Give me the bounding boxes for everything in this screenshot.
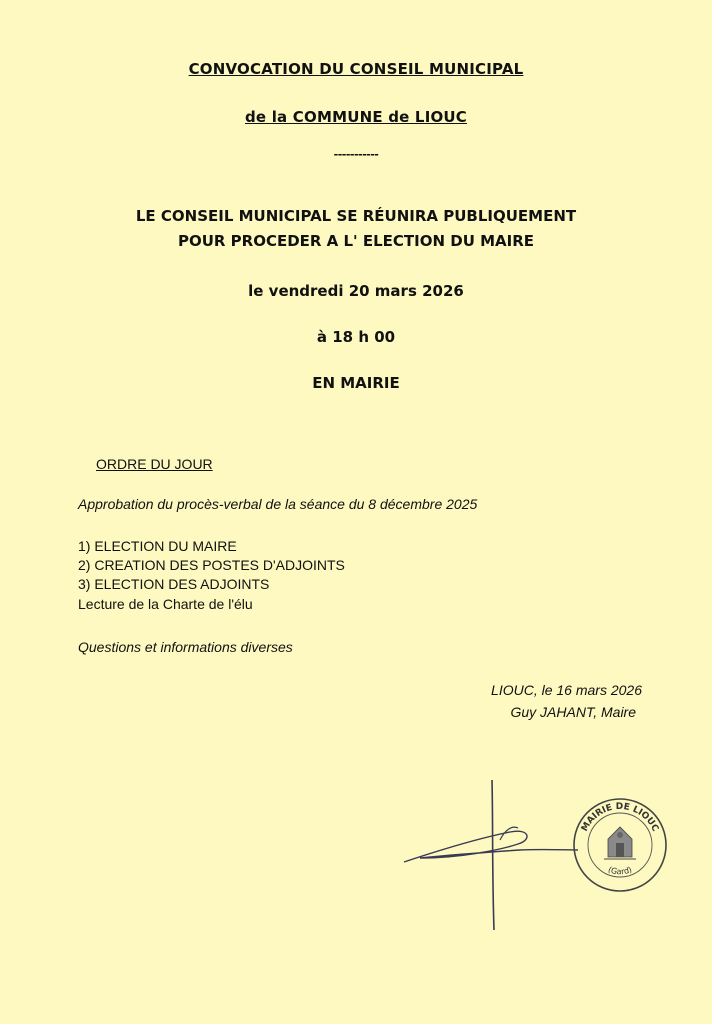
document-title: CONVOCATION DU CONSEIL MUNICIPAL: [188, 60, 524, 78]
meeting-place: EN MAIRIE: [312, 374, 400, 392]
agenda-approval: Approbation du procès-verbal de la séance du 8 décembre 2025: [78, 496, 478, 512]
agenda-title: ORDRE DU JOUR: [96, 456, 213, 472]
separator: -----------: [333, 148, 379, 161]
meeting-time: à 18 h 00: [316, 328, 396, 346]
agenda-item: 1) ELECTION DU MAIRE: [78, 538, 237, 554]
agenda-item: 3) ELECTION DES ADJOINTS: [78, 576, 270, 592]
stamp-top-text: MAIRIE DE LIOUC: [580, 801, 660, 834]
signatory-name: Guy JAHANT, Maire: [510, 704, 636, 720]
agenda-item: Lecture de la Charte de l'élu: [78, 596, 253, 612]
stamp-bottom-text: (Gard): [606, 865, 634, 877]
stamp-emblem-icon: [604, 827, 636, 859]
agenda-item: 2) CREATION DES POSTES D'ADJOINTS: [78, 557, 345, 573]
announcement-line-2: POUR PROCEDER A L' ELECTION DU MAIRE: [177, 232, 535, 250]
handwritten-signature: [400, 780, 580, 940]
commune-title: de la COMMUNE de LIOUC: [244, 108, 468, 126]
signature-place-date: LIOUC, le 16 mars 2026: [491, 682, 642, 698]
agenda-misc: Questions et informations diverses: [78, 639, 293, 655]
announcement-line-1: LE CONSEIL MUNICIPAL SE RÉUNIRA PUBLIQUEMENT: [135, 207, 577, 225]
meeting-date: le vendredi 20 mars 2026: [248, 282, 464, 300]
town-hall-stamp: [570, 795, 670, 895]
